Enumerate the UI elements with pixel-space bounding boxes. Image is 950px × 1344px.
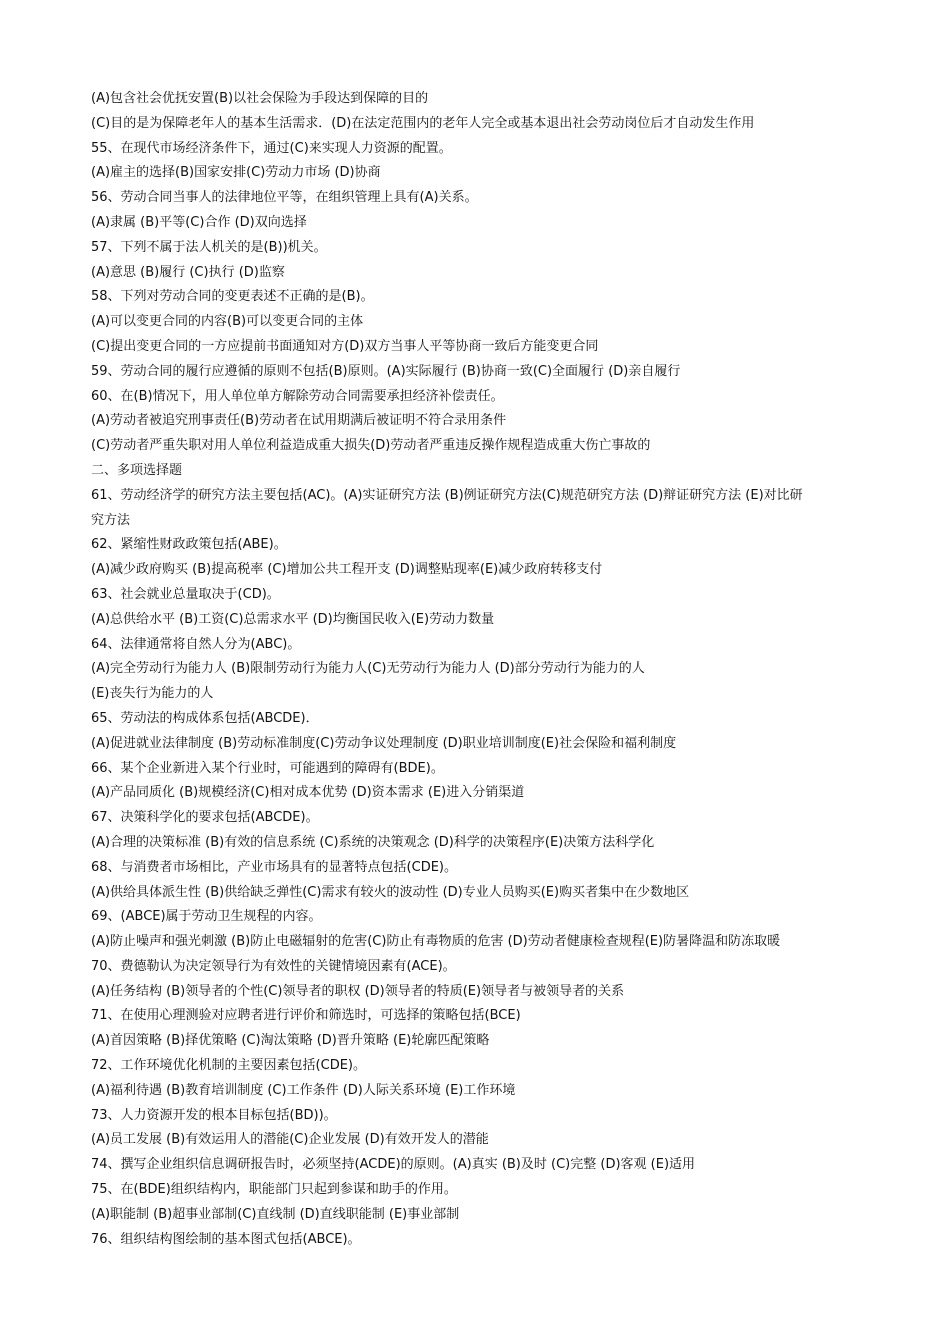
text-line: (A)员工发展 (B)有效运用人的潜能(C)企业发展 (D)有效开发人的潜能 [91, 1132, 489, 1148]
text-line: 究方法 [91, 512, 131, 528]
text-line: (A)包含社会优抚安置(B)以社会保险为手段达到保障的目的 [91, 91, 429, 106]
text-line: 61、劳动经济学的研究方法主要包括(AC)。(A)实证研究方法 (B)例证研究方法(C)规范研究方法 (D)辩证研究方法 (E)对比研 [91, 487, 803, 503]
text-line: 75、在(BDE)组织结构内，职能部门只起到参谋和助手的作用。 [91, 1182, 457, 1198]
text-line: (A)劳动者被追究刑事责任(B)劳动者在试用期满后被证明不符合录用条件 [91, 413, 507, 429]
text-line: 二、多项选择题 [91, 462, 183, 478]
text-line: 69、(ABCE)属于劳动卫生规程的内容。 [91, 909, 322, 925]
text-line: 63、社会就业总量取决于(CD)。 [91, 586, 280, 602]
text-line: (A)供给具体派生性 (B)供给缺乏弹性(C)需求有较火的波动性 (D)专业人员购买(E)购买者集中在少数地区 [91, 884, 690, 900]
text-line: 55、在现代市场经济条件下，通过(C)来实现人力资源的配置。 [91, 140, 452, 156]
text-line: (A)雇主的选择(B)国家安排(C)劳动力市场 (D)协商 [91, 165, 381, 181]
text-line: 56、劳动合同当事人的法律地位平等，在组织管理上具有(A)关系。 [91, 190, 478, 206]
text-line: (A)职能制 (B)超事业部制(C)直线制 (D)直线职能制 (E)事业部制 [91, 1206, 460, 1222]
text-line: (A)任务结构 (B)领导者的个性(C)领导者的职权 (D)领导者的特质(E)领导者与被领导者的关系 [91, 983, 625, 999]
text-line: (A)减少政府购买 (B)提高税率 (C)增加公共工程开支 (D)调整贴现率(E)减少政府转移支付 [91, 562, 603, 578]
text-line: (A)完全劳动行为能力人 (B)限制劳动行为能力人(C)无劳动行为能力人 (D)部分劳动行为能力的人 [91, 661, 645, 677]
text-line: 60、在(B)情况下，用人单位单方解除劳动合同需要承担经济补偿责任。 [91, 388, 504, 404]
text-line: 76、组织结构图绘制的基本图式包括(ABCE)。 [91, 1231, 361, 1247]
text-line: 64、法律通常将自然人分为(ABC)。 [91, 636, 301, 652]
text-line: (A)隶属 (B)平等(C)合作 (D)双向选择 [91, 214, 307, 230]
text-line: 73、人力资源开发的根本目标包括(BD))。 [91, 1107, 337, 1123]
text-line: (A)意思 (B)履行 (C)执行 (D)监察 [91, 264, 285, 280]
text-line: (C)目的是为保障老年人的基本生活需求．(D)在法定范围内的老年人完全或基本退出社会劳动岗位后才自动发生作用 [91, 115, 755, 131]
text-line: 71、在使用心理测验对应聘者进行评价和筛选时，可选择的策略包括(BCE) [91, 1008, 521, 1024]
text-line: 59、劳动合同的履行应遵循的原则不包括(B)原则。(A)实际履行 (B)协商一致(C)全面履行 (D)亲自履行 [91, 363, 681, 379]
text-line: (A)产品同质化 (B)规模经济(C)相对成本优势 (D)资本需求 (E)进入分销渠道 [91, 785, 525, 801]
text-line: (A)可以变更合同的内容(B)可以变更合同的主体 [91, 314, 364, 330]
text-line: (E)丧失行为能力的人 [91, 686, 214, 702]
text-line: 65、劳动法的构成体系包括(ABCDE)． [91, 710, 319, 726]
text-line: (A)合理的决策标准 (B)有效的信息系统 (C)系统的决策观念 (D)科学的决策程序(E)决策方法科学化 [91, 834, 655, 850]
text-line: (A)福利待遇 (B)教育培训制度 (C)工作条件 (D)人际关系环境 (E)工作环境 [91, 1082, 516, 1098]
text-line: 66、某个企业新进入某个行业时，可能遇到的障碍有(BDE)。 [91, 760, 444, 776]
text-line: 74、撰写企业组织信息调研报告时，必须坚持(ACDE)的原则。(A)真实 (B)及时 (C)完整 (D)客观 (E)适用 [91, 1157, 696, 1173]
text-line: (C)劳动者严重失职对用人单位利益造成重大损失(D)劳动者严重违反操作规程造成重大伤亡事故的 [91, 438, 651, 454]
text-line: (A)促进就业法律制度 (B)劳动标准制度(C)劳动争议处理制度 (D)职业培训制度(E)社会保险和福利制度 [91, 735, 677, 751]
document-page [91, 87, 871, 1252]
text-line: (C)提出变更合同的一方应提前书面通知对方(D)双方当事人平等协商一致后方能变更合同 [91, 338, 599, 354]
text-line: (A)总供给水平 (B)工资(C)总需求水平 (D)均衡国民收入(E)劳动力数量 [91, 611, 495, 627]
text-line: 62、紧缩性财政政策包括(ABE)。 [91, 537, 287, 553]
text-line: 70、费德勒认为决定领导行为有效性的关键情境因素有(ACE)。 [91, 958, 456, 974]
text-line: 72、工作环境优化机制的主要因素包括(CDE)。 [91, 1058, 366, 1074]
text-line: 67、决策科学化的要求包括(ABCDE)。 [91, 810, 319, 826]
text-line: 58、下列对劳动合同的变更表述不正确的是(B)。 [91, 289, 374, 305]
text-line: (A)首因策略 (B)择优策略 (C)淘汰策略 (D)晋升策略 (E)轮廓匹配策略 [91, 1033, 490, 1049]
text-line: 57、下列不属于法人机关的是(B))机关。 [91, 239, 327, 255]
text-line: 68、与消费者市场相比，产业市场具有的显著特点包括(CDE)。 [91, 859, 457, 875]
text-line: (A)防止噪声和强光刺激 (B)防止电磁辐射的危害(C)防止有毒物质的危害 (D)劳动者健康检查规程(E)防暑降温和防冻取暖 [91, 934, 781, 950]
